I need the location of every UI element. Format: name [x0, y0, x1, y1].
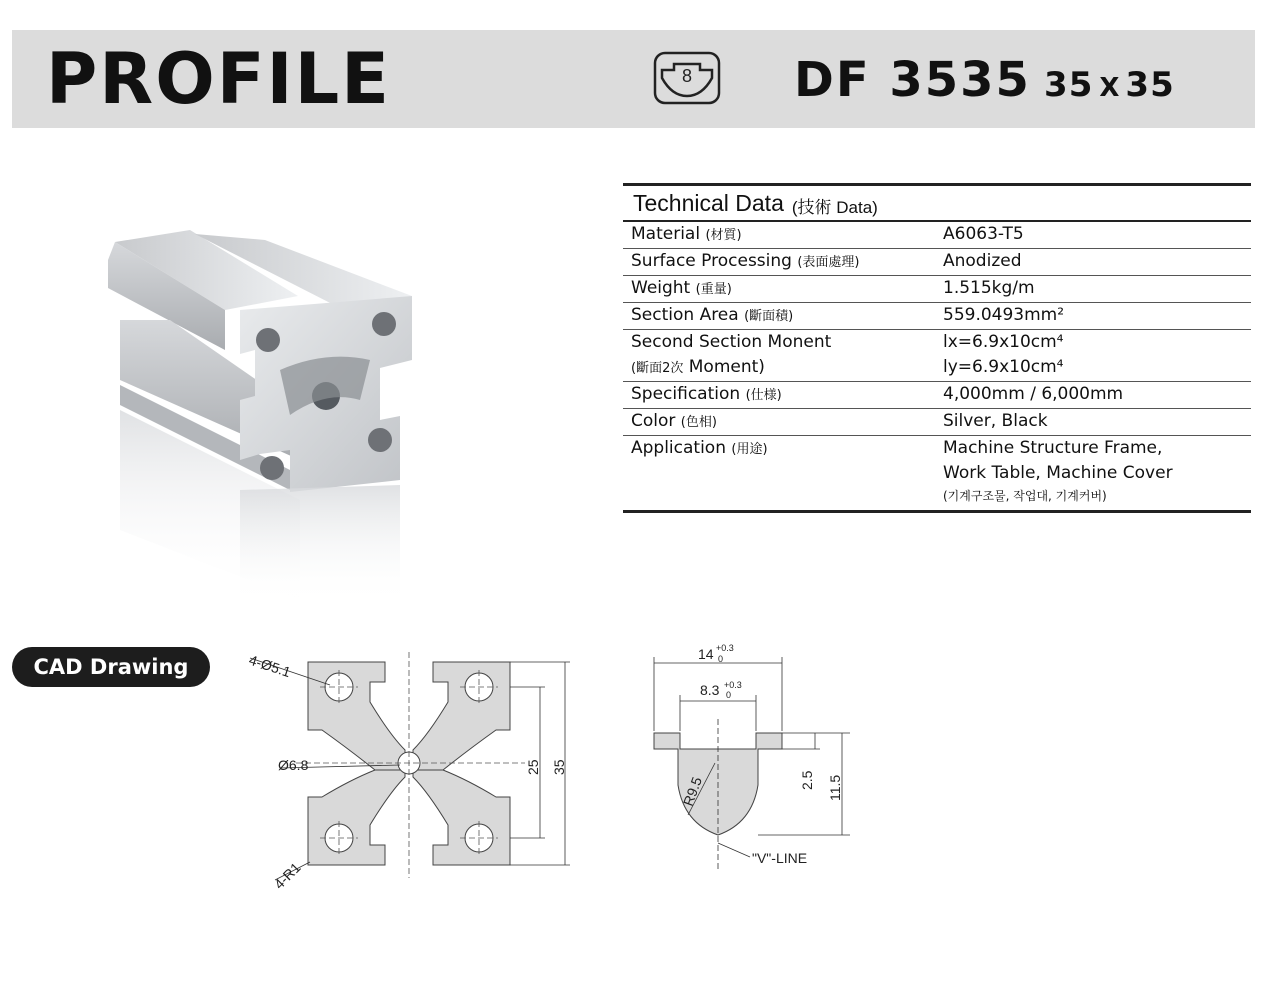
row-value-line3: (기계구조물, 작업대, 기계커버): [943, 489, 1107, 503]
row-key-sub: (色相): [680, 415, 717, 430]
size-a: 35: [1044, 65, 1094, 105]
slot-open-tol0: 0: [726, 690, 732, 700]
table-row: [623, 330, 1251, 382]
slot-8-icon: [652, 50, 722, 106]
row-value: 4,000mm / 6,000mm: [943, 384, 1124, 404]
row-key: Application: [631, 438, 726, 458]
table-row: [623, 382, 1251, 409]
row-key: Section Area: [631, 305, 739, 325]
size-x: X: [1099, 73, 1120, 103]
dim-outer: 35: [551, 759, 567, 775]
dim-inner: 25: [525, 759, 541, 775]
technical-data-table: [623, 183, 1251, 513]
slot-open: 8.3: [700, 682, 720, 698]
slot-icon-label: 8: [681, 66, 693, 86]
row-key-line2: Moment): [688, 357, 765, 377]
table-row: [623, 276, 1251, 303]
slot-width-tol0: 0: [718, 654, 724, 664]
row-value: Machine Structure Frame,: [943, 438, 1163, 458]
table-row: [623, 436, 1251, 510]
row-value: A6063-T5: [943, 224, 1024, 244]
slot-width: 14: [698, 646, 714, 662]
size-b: 35: [1125, 65, 1175, 105]
dim-center: Ø6.8: [278, 757, 309, 773]
row-key: Specification: [631, 384, 741, 404]
row-key-sub: (用途): [731, 442, 768, 457]
row-key: Weight: [631, 278, 691, 298]
row-key-sub: (表面處理): [797, 255, 860, 270]
model-code: DF 3535: [794, 52, 1031, 108]
table-row: [623, 249, 1251, 276]
dim-radius: 4-R1: [270, 859, 304, 893]
row-key: Second Section Monent: [631, 332, 832, 352]
row-key: Color: [631, 411, 676, 431]
table-row: [623, 303, 1251, 330]
table-heading: [623, 186, 1251, 222]
row-value: Silver, Black: [943, 411, 1048, 431]
page-title: PROFILE: [46, 38, 391, 120]
slot-open-tol: +0.3: [724, 680, 742, 690]
header-bar: [12, 30, 1255, 128]
table-row: [623, 222, 1251, 249]
row-key-sub: (斷面積): [744, 309, 794, 324]
slot-radius: R9.5: [679, 774, 705, 809]
slot-width-tol: +0.3: [716, 643, 734, 653]
cad-cross-section-drawing: [240, 640, 600, 900]
row-key-sub: (重量): [695, 282, 732, 297]
row-key-sub: (斷面2次: [631, 361, 684, 376]
row-value: 559.0493mm²: [943, 305, 1065, 325]
dim-holes: 4-Ø5.1: [247, 651, 293, 681]
table-row: [623, 409, 1251, 436]
row-value-line2: Work Table, Machine Cover: [943, 463, 1173, 483]
cad-slot-drawing: [640, 635, 880, 875]
cad-drawing-label: CAD Drawing: [12, 647, 210, 687]
row-value-line2: ly=6.9x10cm⁴: [943, 357, 1064, 377]
row-value: Anodized: [943, 251, 1022, 271]
row-key-sub: (仕様): [745, 388, 782, 403]
slot-depth1: 2.5: [799, 770, 815, 790]
row-value: 1.515kg/m: [943, 278, 1035, 298]
row-key-sub: (材質): [705, 228, 742, 243]
slot-depth2: 11.5: [827, 774, 843, 801]
row-key: Material: [631, 224, 701, 244]
v-line-label: "V"-LINE: [752, 850, 808, 866]
row-key: Surface Processing: [631, 251, 792, 271]
row-value: lx=6.9x10cm⁴: [943, 332, 1064, 352]
profile-render-image: [40, 200, 460, 620]
table-heading-text: Technical Data: [633, 189, 784, 216]
table-heading-sub: (技術 Data): [791, 198, 878, 217]
model-title: [794, 48, 1175, 123]
